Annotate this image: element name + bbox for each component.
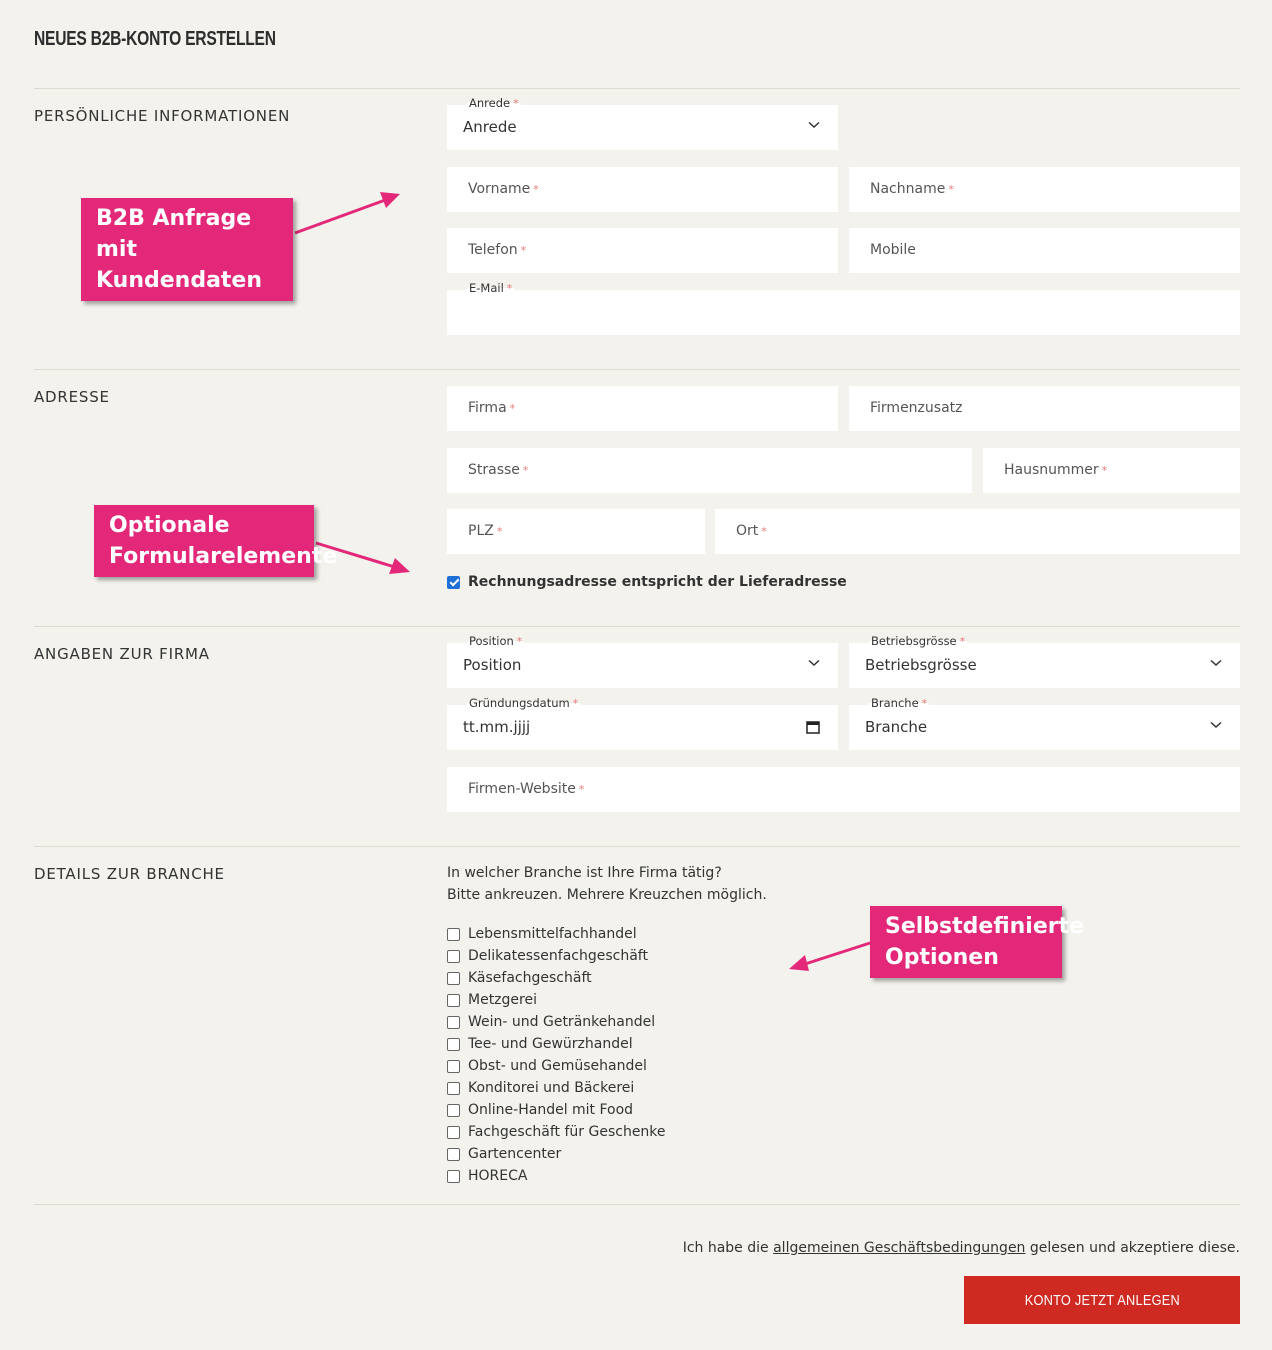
annotation-optional-elements: Optionale Formularelemente — [94, 505, 314, 577]
lastname-input[interactable]: Nachname * — [849, 167, 1240, 212]
arrow-icon — [789, 943, 870, 971]
branch-option-label: Konditorei und Bäckerei — [468, 1080, 635, 1096]
branch-option-label: HORECA — [468, 1168, 528, 1184]
firstname-input[interactable]: Vorname * — [447, 167, 838, 212]
annotation-customer-data: B2B Anfrage mit Kundendaten — [81, 198, 293, 301]
website-input[interactable]: Firmen-Website * — [447, 767, 1240, 812]
city-input[interactable]: Ort * — [715, 509, 1240, 554]
zip-input[interactable]: PLZ * — [447, 509, 705, 554]
section-title-address: ADRESSE — [34, 388, 110, 406]
salutation-label: Anrede * — [469, 96, 519, 110]
company-size-select[interactable]: Betriebsgrösse * Betriebsgrösse — [849, 643, 1240, 688]
branch-option-label: Wein- und Getränkehandel — [468, 1014, 656, 1030]
company-suffix-input[interactable]: Firmenzusatz — [849, 386, 1240, 431]
billing-same-label: Rechnungsadresse entspricht der Lieferadresse — [468, 574, 847, 590]
position-select[interactable]: Position * Position — [447, 643, 838, 688]
house-number-input[interactable]: Hausnummer * — [983, 448, 1240, 493]
position-label: Position * — [469, 634, 523, 648]
branch-option-label: Delikatessenfachgeschäft — [468, 948, 648, 964]
branch-option-label: Obst- und Gemüsehandel — [468, 1058, 647, 1074]
branch-option-label: Tee- und Gewürzhandel — [468, 1036, 633, 1052]
submit-button[interactable]: KONTO JETZT ANLEGEN — [964, 1276, 1240, 1324]
phone-input[interactable]: Telefon * — [447, 228, 838, 273]
branch-option-label: Lebensmittelfachhandel — [468, 926, 637, 942]
section-title-personal: PERSÖNLICHE INFORMATIONEN — [34, 107, 291, 125]
branch-option-label: Gartencenter — [468, 1146, 562, 1162]
street-input[interactable]: Strasse * — [447, 448, 972, 493]
terms-text: Ich habe die allgemeinen Geschäftsbedingungen gelesen und akzeptiere diese. — [682, 1240, 1240, 1256]
arrow-icon — [295, 192, 400, 233]
terms-link[interactable]: allgemeinen Geschäftsbedingungen — [773, 1240, 1026, 1256]
section-title-company: ANGABEN ZUR FIRMA — [34, 645, 210, 663]
page-title: NEUES B2B-KONTO ERSTELLEN — [34, 28, 276, 50]
branch-option-label: Online-Handel mit Food — [468, 1102, 634, 1118]
email-label: E-Mail * — [469, 281, 513, 295]
branch-question: In welcher Branche ist Ihre Firma tätig? — [447, 865, 722, 881]
branch-label: Branche * — [871, 696, 928, 710]
section-title-branch: DETAILS ZUR BRANCHE — [34, 865, 225, 883]
branch-option-label: Fachgeschäft für Geschenke — [468, 1124, 666, 1140]
company-input[interactable]: Firma * — [447, 386, 838, 431]
branch-option-label: Metzgerei — [468, 992, 537, 1008]
branch-option-label: Käsefachgeschäft — [468, 970, 592, 986]
branch-select[interactable]: Branche * Branche — [849, 705, 1240, 750]
company-size-label: Betriebsgrösse * — [871, 634, 966, 648]
annotation-custom-options: Selbstdefinierte Optionen — [870, 906, 1062, 978]
mobile-input[interactable]: Mobile — [849, 228, 1240, 273]
founded-date-label: Gründungsdatum * — [469, 696, 579, 710]
branch-hint: Bitte ankreuzen. Mehrere Kreuzchen möglich. — [447, 887, 767, 903]
founded-date-input[interactable]: Gründungsdatum * tt.mm.jjjj — [447, 705, 838, 750]
salutation-value: Anrede — [463, 118, 517, 136]
